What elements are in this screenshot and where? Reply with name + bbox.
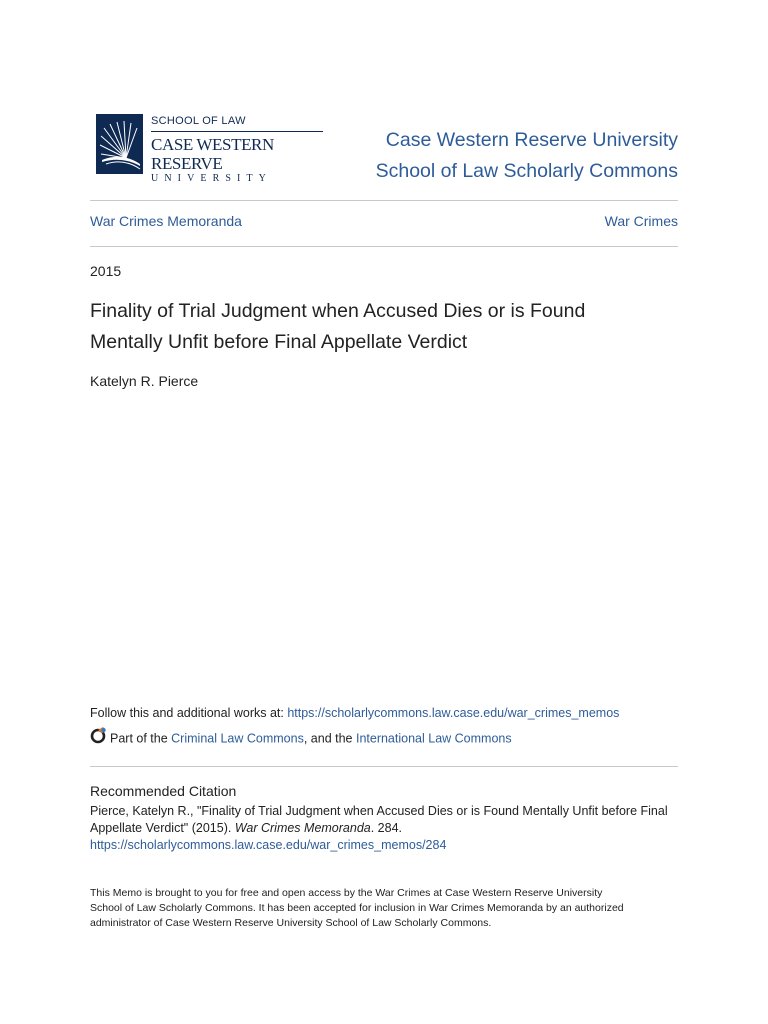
citation-heading: Recommended Citation bbox=[90, 783, 237, 799]
follow-line bbox=[90, 706, 678, 720]
cwru-law-logo[interactable] bbox=[96, 114, 336, 184]
breadcrumb-nav bbox=[90, 213, 678, 233]
citation-line2-end: . 284. bbox=[370, 821, 403, 835]
logo-wordmark bbox=[151, 114, 331, 184]
citation-line2-start: Appellate Verdict" (2015). bbox=[90, 821, 235, 835]
criminal-law-commons-link[interactable]: Criminal Law Commons bbox=[171, 731, 304, 746]
publication-year: 2015 bbox=[90, 263, 122, 279]
series-link[interactable]: War Crimes Memoranda bbox=[90, 213, 242, 229]
collection-url-link[interactable]: https://scholarlycommons.law.case.edu/war_crimes_memos bbox=[287, 706, 620, 720]
follow-text: Follow this and additional works at: bbox=[90, 706, 288, 720]
document-title-line1: Finality of Trial Judgment when Accused Dies or is Found bbox=[90, 300, 586, 322]
citation-line1: Pierce, Katelyn R., "Finality of Trial Judgment when Accused Dies or is Found Mentally Unfit before Final bbox=[90, 804, 668, 818]
part-of-middle: , and the bbox=[303, 731, 356, 746]
logo-university-name: CASE WESTERN RESERVE bbox=[151, 135, 274, 173]
logo-university-label: UNIVERSITY bbox=[151, 173, 272, 184]
logo-school-of-law: SCHOOL OF LAW bbox=[151, 115, 246, 127]
page-header bbox=[90, 114, 678, 184]
logo-divider bbox=[151, 131, 323, 132]
header-divider-bottom bbox=[90, 246, 678, 247]
access-statement-line2: School of Law Scholarly Commons. It has been accepted for inclusion in War Crimes Memoranda by an authorized bbox=[90, 902, 624, 914]
citation-journal: War Crimes Memoranda bbox=[234, 821, 371, 835]
part-of-line bbox=[90, 729, 678, 751]
international-law-commons-link[interactable]: International Law Commons bbox=[355, 731, 512, 746]
repository-title[interactable] bbox=[376, 125, 678, 187]
document-author: Katelyn R. Pierce bbox=[90, 373, 199, 389]
citation-body bbox=[90, 803, 678, 854]
access-statement bbox=[90, 886, 678, 931]
citation-line2 bbox=[90, 820, 678, 837]
bepress-network-icon bbox=[90, 727, 107, 747]
citation-divider bbox=[90, 766, 678, 767]
part-of-prefix: Part of the bbox=[110, 731, 172, 746]
repository-title-line2[interactable]: School of Law Scholarly Commons bbox=[375, 160, 678, 182]
document-title bbox=[90, 296, 678, 358]
header-divider-top bbox=[90, 200, 678, 201]
sunburst-logo-icon bbox=[96, 114, 143, 174]
access-statement-line1: This Memo is brought to you for free and open access by the War Crimes at Case Western Reserve University bbox=[90, 887, 603, 899]
citation-url-link[interactable]: https://scholarlycommons.law.case.edu/war_crimes_memos/284 bbox=[90, 838, 447, 852]
document-title-line2: Mentally Unfit before Final Appellate Verdict bbox=[90, 331, 468, 353]
repository-title-line1[interactable]: Case Western Reserve University bbox=[385, 129, 678, 151]
access-statement-line3: administrator of Case Western Reserve University School of Law Scholarly Commons. bbox=[90, 917, 492, 929]
collection-link[interactable]: War Crimes bbox=[604, 213, 678, 229]
